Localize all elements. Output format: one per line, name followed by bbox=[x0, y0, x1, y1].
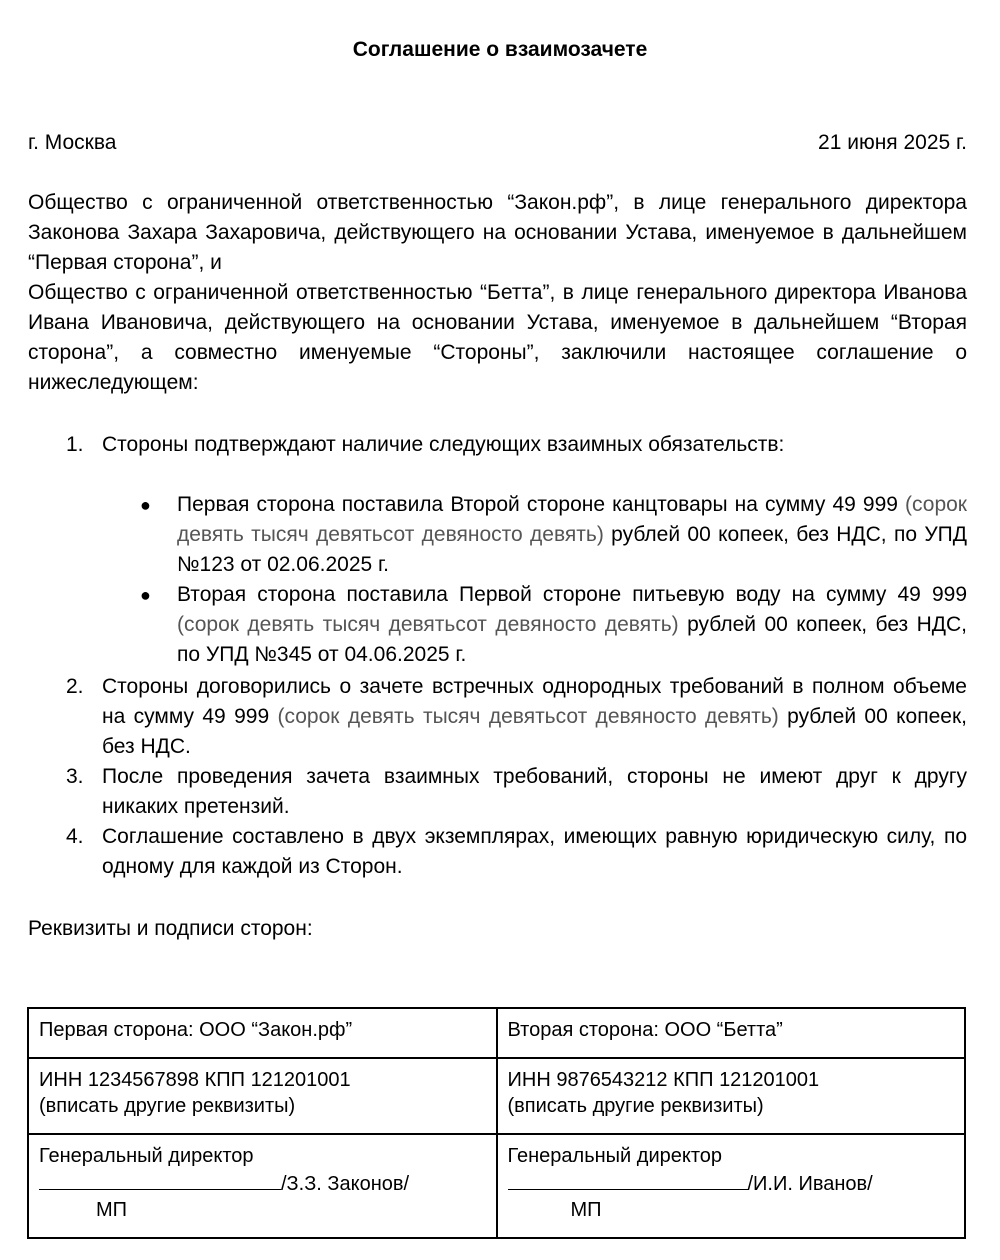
item-number: 4. bbox=[66, 825, 84, 848]
item-3-text: После проведения зачета взаимных требований, стороны не имеют друг к другу никаких претензий. bbox=[102, 765, 967, 818]
bullet-icon: ● bbox=[140, 495, 151, 515]
item-2-text-a: Стороны договорились о зачете встречных однородных требований в полном объеме на сумму 49 999 bbox=[102, 675, 967, 728]
party2-name-cell: Вторая сторона: ООО “Бетта” bbox=[497, 1008, 966, 1058]
party1-signature-name: /З.З. Законов/ bbox=[281, 1173, 410, 1195]
party1-name-cell: Первая сторона: ООО “Закон.рф” bbox=[28, 1008, 497, 1058]
item-2-text-b: рублей 00 копеек, без НДС. bbox=[102, 705, 967, 758]
party1-other-requisites: (вписать другие реквизиты) bbox=[39, 1095, 296, 1117]
item-number: 1. bbox=[66, 433, 84, 456]
party2-signature-cell bbox=[497, 1134, 966, 1238]
party1-intro: Общество с ограниченной ответственностью “Закон.рф”, в лице генерального директора Законова Захара Захаровича, действующего на основании Устава, именуемое в дальнейшем “Первая сторона”, и bbox=[28, 191, 967, 274]
party1-signature-line bbox=[39, 1169, 486, 1197]
city: г. Москва bbox=[28, 131, 117, 154]
bullet-2-amount-words: (сорок девять тысяч девятьсот девяносто девять) bbox=[177, 613, 679, 636]
bullet-2-text-a: Вторая сторона поставила Первой стороне питьевую воду на сумму 49 999 bbox=[177, 583, 967, 606]
bullet-1-amount-words: (сорок девять тысяч девятьсот девяносто девять) bbox=[177, 493, 967, 546]
party2-other-requisites: (вписать другие реквизиты) bbox=[507, 1095, 764, 1117]
party2-signature-name: /И.И. Иванов/ bbox=[747, 1173, 873, 1195]
bullet-icon: ● bbox=[140, 585, 151, 605]
party2-stamp: МП bbox=[570, 1199, 602, 1221]
party1-inn: ИНН 1234567898 КПП 121201001 bbox=[39, 1069, 351, 1091]
requisites-title: Реквизиты и подписи сторон: bbox=[28, 917, 313, 940]
party2-position: Генеральный директор bbox=[507, 1145, 723, 1167]
bullet-item-1 bbox=[177, 490, 967, 580]
place-date-line bbox=[28, 128, 967, 158]
party2-inn: ИНН 9876543212 КПП 121201001 bbox=[507, 1069, 820, 1091]
item-4-text: Соглашение составлено в двух экземплярах, имеющих равную юридическую силу, по одному для каждой из Сторон. bbox=[102, 825, 967, 878]
bullet-1-text-b: рублей 00 копеек, без НДС, по УПД №123 от 02.06.2025 г. bbox=[177, 523, 968, 576]
bullet-item-2 bbox=[177, 580, 967, 670]
bullet-1-text-a: Первая сторона поставила Второй стороне канцтовары на сумму 49 999 bbox=[177, 493, 906, 516]
party2-signature-line bbox=[508, 1169, 955, 1197]
party1-position: Генеральный директор bbox=[39, 1145, 254, 1167]
signature-underline bbox=[508, 1169, 748, 1190]
party2-intro: Общество с ограниченной ответственностью “Бетта”, в лице генерального директора Иванова Ивана Ивановича, действующего на основании Устава, именуемое в дальнейшем “Вторая сторона”, а совместно именуемые “Стороны”, заключили настоящее соглашение о нижеследующем: bbox=[28, 281, 967, 394]
item-2-text bbox=[102, 672, 967, 762]
bullet-2-text-b: рублей 00 копеек, без НДС, по УПД №345 от 04.06.2025 г. bbox=[177, 613, 967, 666]
document-title: Соглашение о взаимозачете bbox=[352, 38, 648, 61]
item-1-text: Стороны подтверждают наличие следующих взаимных обязательств: bbox=[102, 433, 785, 456]
item-number: 3. bbox=[66, 765, 84, 788]
date: 21 июня 2025 г. bbox=[818, 131, 967, 154]
requisites-table bbox=[27, 1007, 966, 1239]
item-number: 2. bbox=[66, 675, 84, 698]
party1-stamp: МП bbox=[96, 1199, 128, 1221]
party2-requisites-cell bbox=[497, 1058, 966, 1134]
party1-requisites-cell bbox=[28, 1058, 497, 1134]
signature-underline bbox=[39, 1169, 281, 1190]
item-2-amount-words: (сорок девять тысяч девятьсот девяносто девять) bbox=[277, 705, 779, 728]
party1-signature-cell bbox=[28, 1134, 497, 1238]
